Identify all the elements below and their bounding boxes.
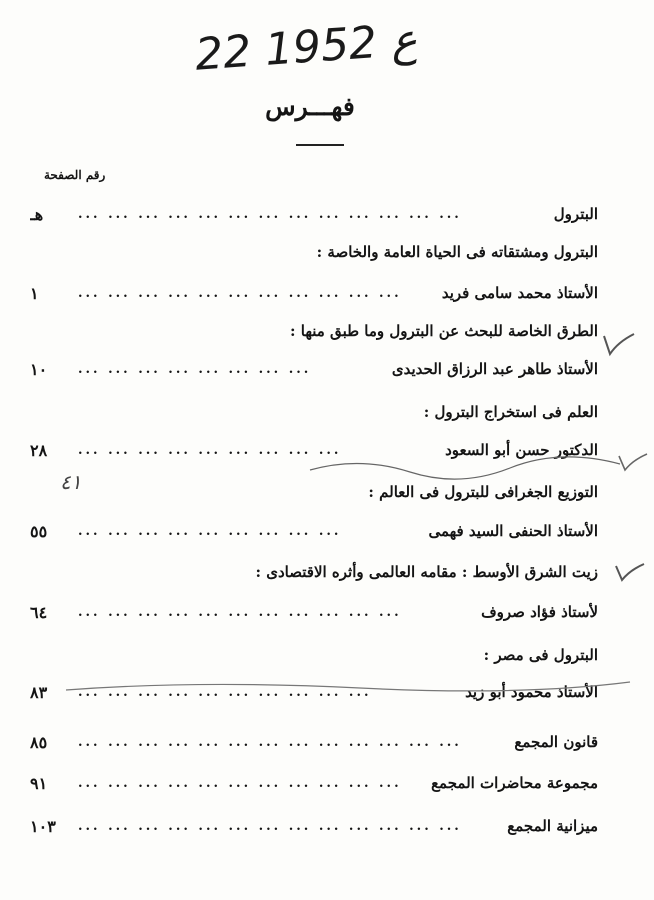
checkmark-icon (612, 560, 648, 586)
pencil-strikethrough (60, 672, 640, 702)
toc-page-number: ١٠ (30, 359, 48, 379)
leader-dots: ... ... ... ... ... ... ... ... ... ... ... ... ... (78, 734, 462, 750)
page-number-column-header: رقم الصفحة (44, 168, 106, 182)
leader-dots: ... ... ... ... ... ... ... ... ... ... ... ... ... (78, 206, 462, 222)
leader-dots: ... ... ... ... ... ... ... ... ... ... (78, 684, 372, 700)
toc-label: الأستاذ محمود أبو زيد (465, 683, 598, 701)
toc-page-number: ١٠٣ (30, 816, 56, 836)
toc-page-number: ٦٤ (30, 602, 48, 622)
toc-page-number: هـ (30, 204, 44, 224)
toc-page-number: ٥٥ (30, 521, 48, 541)
leader-dots: ... ... ... ... ... ... ... ... ... ... ... (78, 604, 402, 620)
checkmark-icon (600, 330, 640, 360)
toc-label: الأستاذ محمد سامى فريد (441, 284, 598, 302)
leader-dots: ... ... ... ... ... ... ... ... ... ... ... (78, 285, 402, 301)
toc-label: مجموعة محاضرات المجمع (431, 774, 598, 792)
section-heading: البترول ومشتقاته فى الحياة العامة والخاصة : (316, 243, 598, 261)
toc-page-number: ٨٥ (30, 732, 48, 752)
toc-row (30, 770, 598, 796)
page-title: فهـــرس (265, 92, 355, 121)
toc-row (30, 356, 598, 382)
toc-page-number: ٢٨ (30, 440, 48, 460)
leader-dots: ... ... ... ... ... ... ... ... (78, 361, 312, 377)
toc-row (30, 201, 598, 227)
toc-label: الأستاذ الحنفى السيد فهمى (428, 522, 598, 540)
toc-label: قانون المجمع (514, 733, 598, 751)
margin-note: ٤١ (60, 470, 82, 494)
toc-label: ميزانية المجمع (507, 817, 598, 835)
toc-row (30, 518, 598, 544)
toc-label: الدكتور حسن أبو السعود (445, 441, 598, 459)
toc-label: الأستاذ طاهر عبد الرزاق الحديدى (391, 360, 598, 378)
toc-row (30, 280, 598, 306)
leader-dots: ... ... ... ... ... ... ... ... ... (78, 523, 342, 539)
section-heading: العلم فى استخراج البترول : (423, 403, 598, 421)
leader-dots: ... ... ... ... ... ... ... ... ... (78, 442, 342, 458)
section-heading: زيت الشرق الأوسط : مقامه العالمى وأثره الاقتصادى : (255, 563, 598, 581)
pencil-scribble (300, 450, 640, 490)
leader-dots: ... ... ... ... ... ... ... ... ... ... ... ... ... (78, 818, 462, 834)
toc-page-number: ٩١ (30, 773, 48, 793)
toc-page-number: ١ (30, 283, 39, 303)
toc-row (30, 599, 598, 625)
section-heading: البترول فى مصر : (483, 646, 598, 664)
toc-row (30, 729, 598, 755)
title-underline (296, 144, 344, 146)
handwritten-reference: 22 ع 1952 (193, 14, 419, 81)
toc-row (30, 813, 598, 839)
section-heading: الطرق الخاصة للبحث عن البترول وما طبق منها : (290, 322, 598, 340)
toc-label: البترول (553, 205, 598, 223)
leader-dots: ... ... ... ... ... ... ... ... ... ... ... (78, 775, 402, 791)
toc-label: لأستاذ فؤاد صروف (481, 603, 598, 621)
section-heading: التوزيع الجغرافى للبترول فى العالم : (368, 483, 598, 501)
toc-page-number: ٨٣ (30, 682, 48, 702)
